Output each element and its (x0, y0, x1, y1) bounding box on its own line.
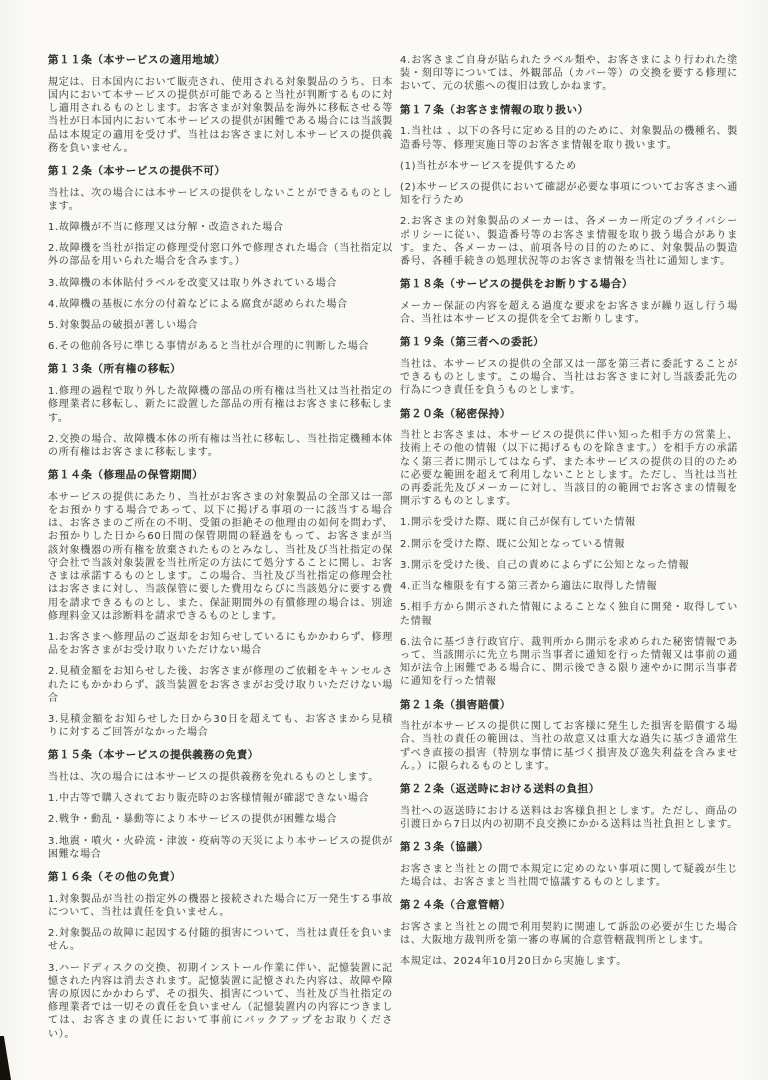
article-paragraph: 1.開示を受けた際、既に自己が保有していた情報 (400, 517, 636, 529)
article-heading: 第２２条（返送時における送料の負担） (400, 783, 600, 796)
article-paragraph: 規定は、日本国内において販売され、使用される対象製品のうち、日本国内において本サービスの提供が可能であると当社が判断するものに対し適用されるものとします。お客さまが対象製品を海外に移転させる等当社が日本国内において本サービスの提供が困難である場合には当該製品は本規定の適用を受けず、当社はお客さまに対し本サービスの提供義務を負いません。 (48, 76, 393, 154)
article-paragraph: 2.開示を受けた際、既に公知となっている情報 (400, 538, 625, 550)
article-heading: 第２１条（損害賠償） (400, 698, 511, 711)
article-paragraph: 6.法令に基づき行政官庁、裁判所から開示を求められた秘密情報であって、当該開示に先立ち開示当事者に通知を行った情報又は事前の通知が法令上困難である場合に、開示後できる限り速やかに開示当事者に通知を行った情報 (400, 636, 738, 688)
article-paragraph: 当社とお客さまは、本サービスの提供に伴い知った相手方の営業上、技術上その他の情報（以下に掲げるものを除きます。）を相手方の承諾なく第三者に開示してはならず、また本サービスの提供の目的のために必要な範囲を超えて利用しないこととします。ただし、当社は当社の再委託先及びメーカーに対し、当該目的の範囲でお客さまの情報を開示するものとします。 (400, 430, 738, 508)
article-paragraph: (1)当社が本サービスを提供するため (400, 160, 577, 172)
document-body (48, 54, 738, 1049)
article-paragraph: 2.交換の場合、故障機本体の所有権は当社に移転し、当社指定機種本体の所有権はお客さまに移転します。 (48, 433, 393, 458)
article-paragraph: 2.対象製品の故障に起因する付随的損害について、当社は責任を負いません。 (48, 928, 393, 953)
article-paragraph: 1.当社は 、以下の各号に定める目的のために、対象製品の機種名、製造番号等、修理実施日等のお客さま情報を取り扱います。 (400, 126, 738, 151)
article-heading: 第１７条（お客さま情報の取り扱い） (400, 103, 589, 116)
article-paragraph: 3.故障機の本体貼付ラベルを改変又は取り外されている場合 (48, 277, 338, 289)
article-heading: 第１２条（本サービスの提供不可） (48, 164, 226, 177)
article-paragraph: メーカー保証の内容を超える過度な要求をお客さまが繰り返し行う場合、当社は本サービスの提供を全てお断りします。 (400, 300, 738, 326)
article-paragraph: 5.対象製品の破損が著しい場合 (48, 320, 199, 332)
article-paragraph: 当社は、次の場合には本サービスの提供をしないことができるものとします。 (48, 187, 393, 212)
article-paragraph: お客さまと当社との間で本規定に定めのない事項に関して疑義が生じた場合は、お客さまと当社間で協議するものとします。 (400, 863, 738, 889)
article-paragraph: 1.修理の過程で取り外した故障機の部品の所有権は当社又は当社指定の修理業者に移転し、新たに設置した部品の所有権はお客さまに移転します。 (48, 386, 393, 424)
article-heading: 第１９条（第三者への委託） (400, 336, 545, 349)
article-paragraph: お客さまと当社との間で利用契約に関連して訴訟の必要が生じた場合は、大阪地方裁判所を第一審の専属的合意管轄裁判所とします。 (400, 921, 738, 947)
article-paragraph: 当社が本サービスの提供に関してお客様に発生した損害を賠償する場合、当社の責任の範囲は、当社の故意又は重大な過失に基づき通常生ずべき直接の損害（特別な事情に基づく損害及び逸失利益を含みません。）に限られるものとします。 (400, 721, 738, 772)
article-heading: 第１１条（本サービスの適用地域） (48, 54, 226, 66)
article-paragraph: 3.見積金額をお知らせした日から30日を超えても、お客さまから見積りに対するご回答がなかった場合 (48, 713, 393, 739)
article-paragraph: 6.その他前各号に準じる事情があると当社が合理的に判断した場合 (48, 341, 370, 353)
article-paragraph: 1.対象製品が当社の指定外の機器と接続された場合に万一発生する事故について、当社は責任を負いません。 (48, 893, 393, 918)
article-paragraph: 1.中古等で購入されており販売時のお客様情報が確認できない場合 (48, 793, 370, 805)
article-heading: 第２４条（合意管轄） (400, 899, 511, 912)
article-paragraph: 1.お客さまへ修理品のご返却をお知らせしているにもかかわらず、修理品をお客さまがお受け取りいただけない場合 (48, 631, 393, 657)
article-heading: 第２３条（協議） (400, 841, 489, 854)
article-heading: 第１６条（その他の免責） (48, 871, 182, 884)
left-column (48, 54, 393, 1049)
article-paragraph: 4.お客さまご自身が貼られたラベル類や、お客さまにより行われた塗装・刻印等については、外観部品（カバー等）の交換を要する修理において、元の状態への復旧は致しかねます。 (400, 55, 738, 93)
article-paragraph: 当社への返送時における送料はお客様負担とします。ただし、商品の引渡日から7日以内の初期不良交換にかかる送料は当社負担とします。 (400, 805, 738, 830)
article-paragraph: (2)本サービスの提供において確認が必要な事項についてお客さまへ通知を行うため (400, 181, 738, 207)
article-paragraph: 3.開示を受けた後、自己の責めによらずに公知となった情報 (400, 559, 690, 571)
article-heading: 第１８条（サービスの提供をお断りする場合） (400, 278, 634, 291)
article-paragraph: 2.見積金額をお知らせした後、お客さまが修理のご依頼をキャンセルされたにもかかわらず、該当装置をお客さまがお受け取りいただけない場合 (48, 666, 393, 704)
article-heading: 第１５条（本サービスの提供義務の免責） (48, 749, 259, 762)
article-paragraph: 3.ハードディスクの交換、初期インストール作業に伴い、記憶装置に記憶された内容は消去されます。記憶装置に記憶された内容は、故障や障害の原因にかかわらず、その損失、損害について、当社及び当社指定の修理業者では一切その責任を負いません（記憶装置内の内容につきましては、お客さまの責任において事前にバックアップをお取りください）。 (48, 962, 393, 1040)
article-paragraph: 2.お客さまの対象製品のメーカーは、各メーカー所定のプライバシーポリシーに従い、製造番号等のお客さま情報を取り扱う場合があります。また、各メーカーは、前項各号の目的のために、対象製品の製造番号、各種手続きの処理状況等のお客さま情報を当社に通知します。 (400, 216, 738, 267)
article-paragraph: 本サービスの提供にあたり、当社がお客さまの対象製品の全部又は一部をお預かりする場合であって、以下に掲げる事項の一に該当する場合は、お客さまのご所在の不明、受領の拒絶その他理由の如何を問わず、お預かりした日から60日間の保管期間の経過をもって、お客さまが当該対象機器の所有権を放棄されたものとみなし、当社及び当社指定の保守会社で当該対象装置を当社所定の方法にて処分することに関し、お客さまは承諾するものとします。この場合、当社及び当社指定の修理会社はお客さまに対し、当該保管に要した費用ならびに当該処分に要する費用を請求できるものとし、また、保証期間外の有償修理の場合は、別途修理料金又は診断料を請求できるものとします。 (48, 491, 393, 622)
article-paragraph: 3.地震・噴火・火砕流・津波・疫病等の天災により本サービスの提供が困難な場合 (48, 835, 393, 860)
article-paragraph: 4.故障機の基板に水分の付着などによる腐食が認められた場合 (48, 298, 348, 310)
article-paragraph: 当社は、本サービスの提供の全部又は一部を第三者に委託することができるものとします。この場合、当社はお客さまに対し当該委託先の行為につき責任を負うものとします。 (400, 358, 738, 397)
article-paragraph: 当社は、次の場合には本サービスの提供義務を免れるものとします。 (48, 772, 379, 784)
article-paragraph: 4.正当な権限を有する第三者から適法に取得した情報 (400, 581, 658, 593)
article-paragraph: 2.故障機を当社が指定の修理受付窓口外で修理された場合（当社指定以外の部品を用いられた場合を含みます。） (48, 243, 393, 268)
scan-page-edge-shadow (3, 0, 7, 1080)
article-paragraph: 2.戦争・動乱・暴動等により本サービスの提供が困難な場合 (48, 814, 338, 826)
article-paragraph: 1.故障機が不当に修理又は分解・改造された場合 (48, 222, 284, 234)
article-heading: 第１３条（所有権の移転） (48, 363, 182, 376)
article-paragraph: 本規定は、2024年10月20日から実施します。 (400, 956, 627, 968)
article-heading: 第２０条（秘密保持） (400, 407, 511, 420)
article-paragraph: 5.相手方から開示された情報によることなく独自に開発・取得していた情報 (400, 602, 738, 627)
right-column (400, 54, 738, 1049)
article-heading: 第１４条（修理品の保管期間） (48, 469, 204, 482)
